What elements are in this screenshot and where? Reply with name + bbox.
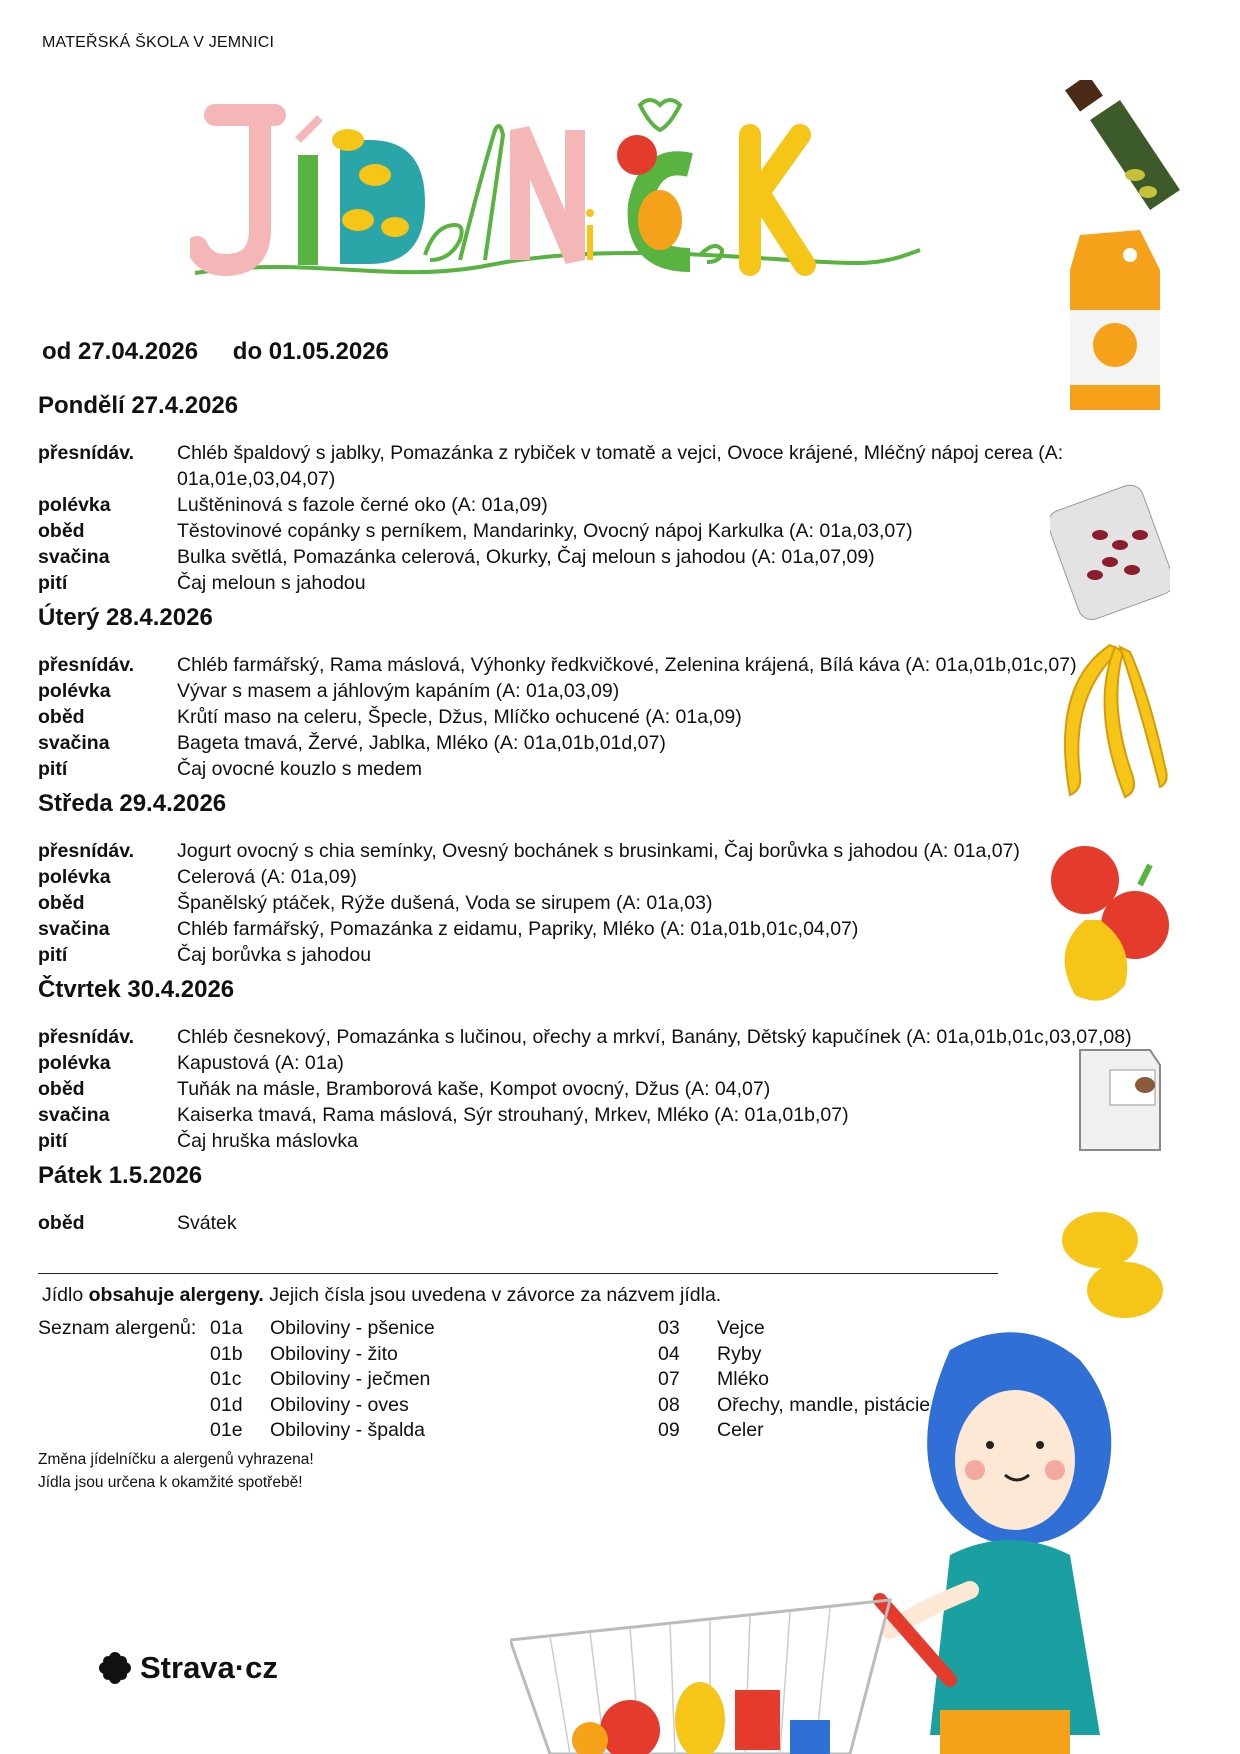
meal-row <box>38 1128 1148 1154</box>
allergen-column-left <box>210 1316 435 1444</box>
menu-day <box>38 976 1148 1154</box>
milk-carton-icon <box>1070 1030 1170 1160</box>
allergen-item <box>210 1316 435 1342</box>
meal-text: Kaiserka tmavá, Rama máslová, Sýr strouhaný, Mrkev, Mléko (A: 01a,01b,07) <box>177 1104 849 1126</box>
beans-can-icon <box>1050 480 1170 620</box>
meal-label: pití <box>38 944 68 966</box>
day-title: Úterý 28.4.2026 <box>38 604 213 631</box>
allergen-code: 01b <box>210 1342 243 1365</box>
allergen-item <box>210 1418 435 1444</box>
day-title: Středa 29.4.2026 <box>38 790 227 817</box>
meal-row <box>38 1050 1148 1076</box>
meal-label: oběd <box>38 892 85 914</box>
meal-text: Bageta tmavá, Žervé, Jablka, Mléko (A: 01a,01b,01d,07) <box>177 732 666 754</box>
meal-text: Celerová (A: 01a,09) <box>177 866 357 888</box>
allergen-name: Obiloviny - žito <box>270 1342 398 1365</box>
flower-logo-icon <box>98 1651 132 1685</box>
bananas-icon <box>1040 635 1170 815</box>
meal-label: svačina <box>38 546 110 568</box>
meal-label: přesnídáv. <box>38 840 135 862</box>
meal-label: polévka <box>38 494 111 516</box>
meal-text: Luštěninová s fazole černé oko (A: 01a,09) <box>177 494 548 516</box>
meal-text: Vývar s masem a jáhlovým kapáním (A: 01a,03,09) <box>177 680 620 702</box>
day-title: Pondělí 27.4.2026 <box>38 392 239 419</box>
meal-row <box>38 756 1148 782</box>
meal-label: polévka <box>38 1052 111 1074</box>
meal-label: svačina <box>38 732 110 754</box>
meal-label: pití <box>38 758 68 780</box>
allergen-name: Mléko <box>717 1368 770 1390</box>
meal-text: Bulka světlá, Pomazánka celerová, Okurky, Čaj meloun s jahodou (A: 01a,07,09) <box>177 546 875 568</box>
day-title: Čtvrtek 30.4.2026 <box>38 976 235 1003</box>
day-title: Pátek 1.5.2026 <box>38 1162 203 1189</box>
meal-row <box>38 730 1148 756</box>
meal-label: polévka <box>38 866 111 888</box>
meal-label: pití <box>38 1130 68 1152</box>
allergen-name: Ryby <box>717 1342 762 1365</box>
title-artwork <box>190 95 930 295</box>
meal-label: oběd <box>38 1078 85 1100</box>
meal-text: Chléb špaldový s jablky, Pomazánka z rybiček v tomatě a vejci, Ovoce krájené, Mléčný nápoj cerea (A: 01a,01e,03,04,07) <box>177 442 1064 490</box>
note-prefix: Jídlo <box>42 1284 84 1306</box>
meal-label: pití <box>38 572 68 594</box>
meal-label: přesnídáv. <box>38 442 135 464</box>
meal-label: svačina <box>38 918 110 940</box>
allergen-note <box>42 1284 721 1307</box>
meal-label: přesnídáv. <box>38 654 135 676</box>
allergen-code: 01d <box>210 1393 243 1416</box>
meal-text: Jogurt ovocný s chia semínky, Ovesný bochánek s brusinkami, Čaj borůvka s jahodou (A: 01a,07) <box>177 840 1020 862</box>
weekly-menu <box>38 392 1148 1244</box>
allergen-code: 03 <box>658 1317 680 1339</box>
meal-text: Čaj meloun s jahodou <box>177 572 366 594</box>
meal-row <box>38 916 1148 942</box>
date-to: do 01.05.2026 <box>232 338 389 365</box>
meal-row <box>38 864 1148 890</box>
allergen-code: 01e <box>210 1419 243 1441</box>
allergen-code: 04 <box>658 1342 680 1365</box>
meal-row <box>38 518 1148 544</box>
meal-text: Čaj hruška máslovka <box>177 1130 358 1152</box>
girl-with-cart-illustration <box>510 1330 1150 1754</box>
meal-text: Svátek <box>177 1212 237 1234</box>
allergen-name: Obiloviny - špalda <box>270 1419 425 1441</box>
meal-text: Čaj ovocné kouzlo s medem <box>177 758 422 780</box>
menu-day <box>38 790 1148 968</box>
meal-text: Kapustová (A: 01a) <box>177 1052 344 1074</box>
meal-label: polévka <box>38 680 111 702</box>
date-range <box>42 338 417 366</box>
school-name: MATEŘSKÁ ŠKOLA V JEMNICI <box>42 34 275 51</box>
meal-text: Chléb česnekový, Pomazánka s lučinou, ořechy a mrkví, Banány, Dětský kapučínek (A: 01a,01b,01c,03,07,08) <box>177 1026 1132 1048</box>
allergen-name: Ořechy, mandle, pistácie <box>717 1393 931 1416</box>
juice-carton-icon <box>1050 225 1170 415</box>
meal-row <box>38 1210 1148 1236</box>
allergen-name: Obiloviny - ječmen <box>270 1368 431 1390</box>
fine-print-line: Změna jídelníčku a alergenů vyhrazena! <box>38 1451 314 1468</box>
fine-print <box>38 1448 314 1494</box>
allergen-item <box>210 1367 435 1393</box>
meal-label: svačina <box>38 1104 110 1126</box>
meal-row <box>38 1076 1148 1102</box>
meal-row <box>38 492 1148 518</box>
meal-text: Krůtí maso na celeru, Špecle, Džus, Mlíčko ochucené (A: 01a,09) <box>177 706 742 728</box>
note-bold: obsahuje alergeny. <box>88 1284 264 1306</box>
allergen-list-label: Seznam alergenů: <box>38 1317 197 1339</box>
allergen-item <box>210 1393 435 1419</box>
date-from: od 27.04.2026 <box>42 338 199 365</box>
allergen-code: 01c <box>210 1368 242 1390</box>
fine-print-line: Jídla jsou určena k okamžité spotřebě! <box>38 1474 303 1491</box>
apples-pear-icon <box>1040 830 1170 1010</box>
allergen-code: 09 <box>658 1419 680 1441</box>
allergen-name: Celer <box>717 1419 764 1441</box>
bottle-icon <box>1050 80 1180 230</box>
divider <box>38 1273 998 1274</box>
meal-row <box>38 678 1148 704</box>
meal-row <box>38 652 1148 678</box>
meal-text: Těstovinové copánky s perníkem, Mandarinky, Ovocný nápoj Karkulka (A: 01a,03,07) <box>177 520 913 542</box>
allergen-name: Obiloviny - pšenice <box>270 1317 435 1339</box>
menu-day <box>38 392 1148 596</box>
meal-row <box>38 838 1148 864</box>
meal-text: Čaj borůvka s jahodou <box>177 944 372 966</box>
brand-name: Strava·cz <box>140 1650 278 1685</box>
allergen-code: 08 <box>658 1393 680 1416</box>
meal-text: Chléb farmářský, Pomazánka z eidamu, Papriky, Mléko (A: 01a,01b,01c,04,07) <box>177 918 859 940</box>
meal-label: oběd <box>38 1212 85 1234</box>
meal-label: oběd <box>38 706 85 728</box>
meal-text: Chléb farmářský, Rama máslová, Výhonky ředkvičkové, Zelenina krájená, Bílá káva (A: 01a,01b,01c,07) <box>177 654 1077 676</box>
meal-text: Tuňák na másle, Bramborová kaše, Kompot ovocný, Džus (A: 04,07) <box>177 1078 771 1100</box>
meal-row <box>38 544 1148 570</box>
allergen-name: Vejce <box>717 1317 765 1339</box>
menu-title-illustration <box>190 95 930 295</box>
brand-logo <box>98 1650 278 1686</box>
menu-day <box>38 1162 1148 1236</box>
allergen-code: 01a <box>210 1317 243 1339</box>
meal-row <box>38 704 1148 730</box>
meal-row <box>38 942 1148 968</box>
meal-text: Španělský ptáček, Rýže dušená, Voda se sirupem (A: 01a,03) <box>177 892 713 914</box>
allergen-name: Obiloviny - oves <box>270 1393 409 1416</box>
meal-row <box>38 1102 1148 1128</box>
allergen-code: 07 <box>658 1368 680 1390</box>
meal-row <box>38 440 1148 492</box>
meal-row <box>38 890 1148 916</box>
meal-label: oběd <box>38 520 85 542</box>
meal-row <box>38 1024 1148 1050</box>
lemons-icon <box>1050 1195 1170 1325</box>
meal-label: přesnídáv. <box>38 1026 135 1048</box>
menu-day <box>38 604 1148 782</box>
allergen-item <box>210 1342 435 1368</box>
meal-row <box>38 570 1148 596</box>
note-suffix: Jejich čísla jsou uvedena v závorce za názvem jídla. <box>269 1284 722 1306</box>
